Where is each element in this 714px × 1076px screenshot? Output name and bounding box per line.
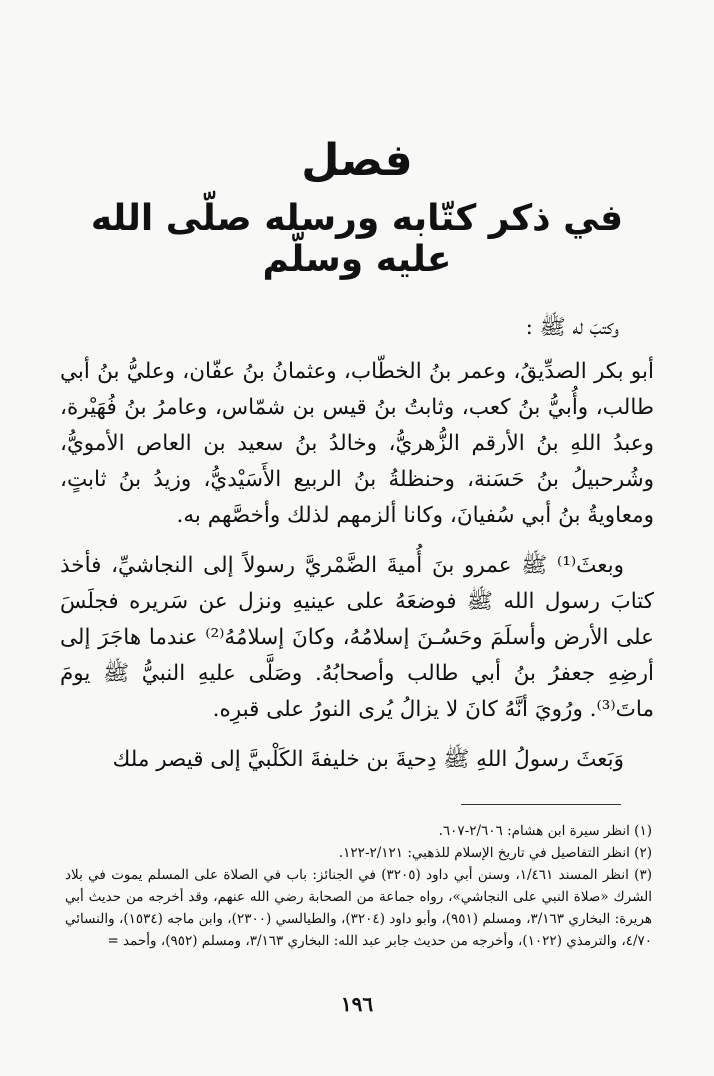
footnote-3: (٣) انظر المسند ١/٤٦١، وسنن أبي داود (٣٢٠٥) في الجنائز: باب في الصلاة على المسلم يموت في بلاد الشرك «صلاة النبي على النجاشي»، رواه جماعة من الصحابة رضي الله عنهم، وقد أخرجه من حديث أبي هريرة: البخاري ٣/١٦٣، ومسلم (٩٥١)، وأبو داود (٣٢٠٤)، والطيالسي (٢٣٠٠)، وابن ماجه (١٥٣٤)، والنسائي ٤/٧٠، والترمذي (١٠٢٢)، وأخرجه من حديث جابر عبد الله: البخاري ٣/١٦٣، ومسلم (٩٥٢)، وأحمد = bbox=[65, 867, 653, 949]
paragraph-negus: وبعثَ⁽¹⁾ ﷺ عمرو بنَ أُميةَ الضَّمْريَّ رسولاً إلى النجاشيِّ، فأخذ كتابَ رسول الله ﷺ فوضعَهُ على عينيهِ ونزل عن سَريره فجلَسَ على الأرض وأسلَمَ وحَسُـنَ إسلامُهُ، وكانَ إسلامُهُ⁽²⁾ عندما هاجَرَ إلى أرضِهِ جعفرُ بنُ أبي طالب وأصحابُهُ. وصَلَّى عليهِ النبيُّ ﷺ يومَ ماتَ⁽³⁾. ورُويَ أنَّهُ كانَ لا يزالُ يُرى النورُ على قبرِه. bbox=[60, 553, 654, 722]
chapter-title: فصل bbox=[301, 135, 413, 186]
footnotes bbox=[65, 820, 652, 952]
footnote-1: (١) انظر سيرة ابن هشام: ٢/٦٠٦-٦٠٧. bbox=[438, 823, 652, 839]
main-text bbox=[60, 310, 654, 792]
paragraph-dihya: وَبَعثَ رسولُ اللهِ ﷺ دِحيةَ بن خليفةَ الكَلْبيَّ إلى قيصر ملك bbox=[112, 747, 624, 772]
paragraph-scribes: أبو بكر الصدِّيقُ، وعمر بنُ الخطّاب، وعثمانُ بنُ عفّان، وعليُّ بنُ أبي طالب، وأُبيُّ بنُ كعب، وثابتُ بنُ قيس بن شمّاس، وعامرُ بنُ فُهَيْرة، وعبدُ اللهِ بنُ الأرقم الزُّهريُّ، وخالدُ بنُ سعيد بن العاص الأمويُّ، وشُرحبيلُ بنُ حَسَنة، وحنظلةُ بنُ الربيع الأَسَيْديُّ، وزيدُ بنُ ثابتٍ، ومعاويةُ بنُ أبي سُفيانَ، وكانا ألزمهم لذلك وأخصَّهم به. bbox=[60, 359, 654, 528]
footnote-divider bbox=[461, 804, 621, 805]
chapter-subtitle: في ذكر كتّابه ورسله صلّى الله عليه وسلّم bbox=[90, 198, 624, 280]
page-number: ١٩٦ bbox=[340, 992, 374, 1016]
footnote-2: (٢) انظر التفاصيل في تاريخ الإسلام للذهبي: ٢/١٢١-١٢٢. bbox=[338, 845, 652, 861]
intro-line: وكتبَ له ﷺ : bbox=[525, 315, 619, 340]
